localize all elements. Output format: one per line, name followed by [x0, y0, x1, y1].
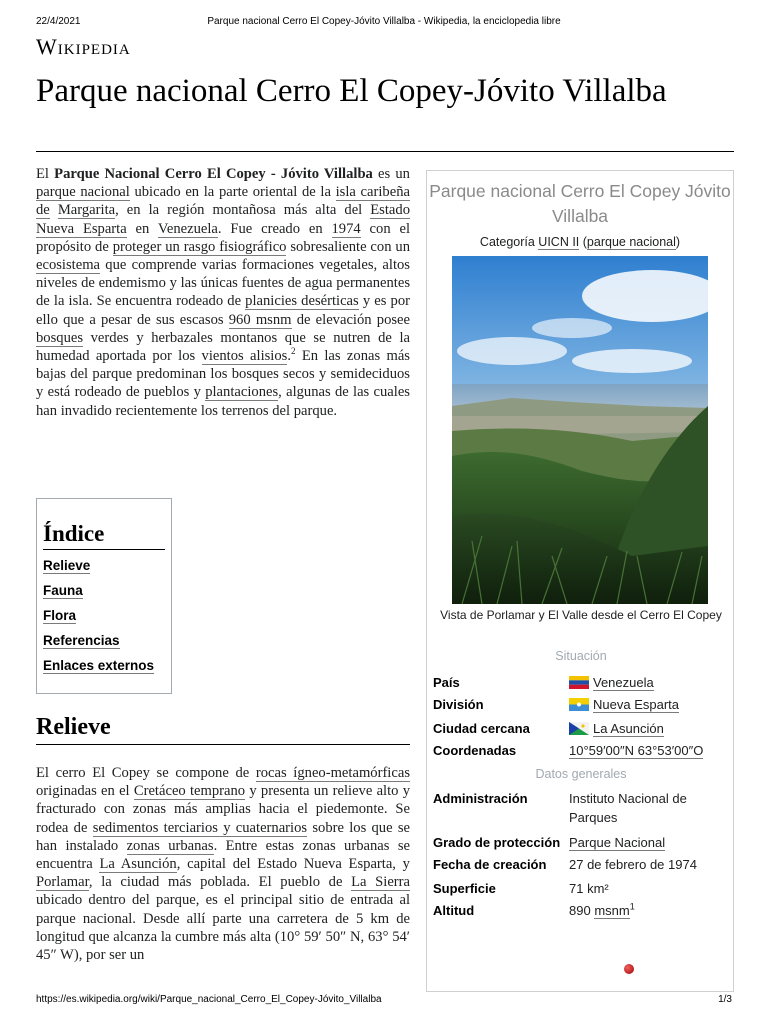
link-ecosistema[interactable]: ecosistema: [36, 257, 101, 274]
link-venezuela-infobox[interactable]: Venezuela: [593, 675, 654, 690]
print-footer: [36, 994, 732, 1008]
link-parque-nacional[interactable]: parque nacional: [36, 184, 130, 201]
infobox-title: Parque nacional Cerro El Copey Jóvito Villalba: [429, 181, 731, 226]
datos-generales-subheader: Datos generales: [535, 767, 627, 781]
infobox-category: Categoría UICN II (parque nacional): [479, 235, 681, 249]
venezuela-flag-icon: [569, 676, 589, 689]
link-uicn-ii[interactable]: UICN II: [538, 235, 580, 249]
toc-item-flora[interactable]: Flora: [43, 608, 77, 623]
link-msnm-infobox[interactable]: msnm: [594, 903, 630, 918]
print-page-number: 1/3: [718, 994, 732, 1005]
link-categoria-parque-nacional[interactable]: parque nacional: [586, 235, 676, 249]
situacion-subheader: Situación: [555, 649, 607, 663]
print-header: [36, 16, 732, 30]
toc-item-enlaces-externos[interactable]: Enlaces externos: [43, 658, 155, 673]
location-map-marker-icon: [624, 964, 634, 974]
print-date: 22/4/2021: [36, 16, 81, 27]
nueva-esparta-flag-icon: [569, 698, 589, 711]
article-subject-bold: Parque Nacional Cerro El Copey - Jóvito Villalba: [54, 166, 373, 182]
link-estado-nueva-esparta[interactable]: Estado Nueva Esparta: [36, 202, 410, 237]
la-asuncion-flag-icon: [569, 722, 589, 735]
link-coordenadas[interactable]: 10°59′00″N 63°53′00″O: [569, 743, 704, 758]
park-photo[interactable]: [452, 256, 708, 604]
link-planicies-deserticas[interactable]: planicies desérticas: [245, 293, 359, 310]
reference-1[interactable]: 1: [629, 901, 635, 912]
link-margarita[interactable]: Margarita: [57, 202, 116, 219]
link-isla-caribena[interactable]: isla caribeña de: [36, 184, 410, 219]
link-nueva-esparta[interactable]: Nueva Esparta: [593, 697, 679, 712]
toc-item-relieve[interactable]: Relieve: [43, 558, 91, 573]
link-zonas-urbanas[interactable]: zonas urbanas: [126, 837, 214, 854]
relieve-paragraph: El cerro El Copey se compone de rocas ígneo-metamórficas originadas en el Cretáceo temprano y presenta un relieve alto y fracturado con zonas más amplias hacia el piedemonte. Se rodea de sedimentos terciarios y cuaternarios sobre los que se han instalado zonas urbanas. Entre estas zonas urbanas se encuentra La Asunción, capital del Estado Nueva Esparta, y Porlamar, la ciudad más poblada. El pueblo de La Sierra ubicado dentro del parque, es el principal sitio de entrada al parque nacional. Desde allí parte una carretera de 5 km de longitud que alcanza la cumbre más alta (10° 59′ 50″ N, 63° 54′ 45″ W), por ser un: [36, 765, 411, 964]
table-of-contents: [36, 498, 172, 694]
section-heading-relieve: Relieve: [36, 714, 410, 745]
toc-item-referencias[interactable]: Referencias: [43, 633, 120, 648]
toc-item-fauna[interactable]: Fauna: [43, 583, 83, 598]
link-venezuela[interactable]: Venezuela: [157, 220, 218, 237]
link-plantaciones[interactable]: plantaciones: [205, 384, 279, 401]
print-url: https://es.wikipedia.org/wiki/Parque_nacional_Cerro_El_Copey-Jóvito_Villalba: [36, 994, 382, 1005]
link-parque-nacional-grado[interactable]: Parque Nacional: [569, 835, 666, 850]
print-page-title: Parque nacional Cerro El Copey-Jóvito Villalba - Wikipedia, la enciclopedia libre: [207, 16, 561, 27]
link-la-asuncion-infobox[interactable]: La Asunción: [593, 721, 664, 736]
link-bosques[interactable]: bosques: [36, 329, 84, 346]
link-sedimentos[interactable]: sedimentos terciarios y cuaternarios: [92, 819, 308, 836]
toc-heading: Índice: [43, 521, 165, 550]
link-la-sierra[interactable]: La Sierra: [351, 874, 410, 891]
reference-2[interactable]: 2: [291, 346, 296, 357]
link-la-asuncion[interactable]: La Asunción: [99, 856, 177, 873]
lead-paragraph: El Parque Nacional Cerro El Copey - Jóvito Villalba es un parque nacional ubicado en la parte oriental de la isla caribeña de Margarita, en la región montañosa más alta del Estado Nueva Esparta en Venezuela. Fue creado en 1974 con el propósito de proteger un rasgo fisiográfico sobresaliente con un ecosistema que comprende varias formaciones vegetales, altos niveles de endemismo y las únicas fuentes de agua permanentes de la isla. Se encuentra rodeado de planicies desérticas y es por ello que a pesar de sus escasos 960 msnm de elevación posee bosques verdes y herbazales montanos que se nutren de la humedad aportada por los vientos alisios.$^2$ En las zonas más bajas del parque predominan los bosques secos y semideciduos y está rodeado de pueblos y plantaciones, algunas de las cuales han invadido recientemente los terrenos del parque.: [36, 166, 410, 419]
link-cretaceo-temprano[interactable]: Cretáceo temprano: [133, 783, 246, 800]
wikipedia-logo[interactable]: Wikipedia: [36, 34, 131, 59]
link-rasgo-fisiografico[interactable]: proteger un rasgo fisiográfico: [112, 238, 287, 255]
infobox: Parque nacional Cerro El Copey Jóvito Villalba Categoría UICN II (parque nacional) Vista de Porlamar y El Valle desde el Cerro El Copey Situación País Venezuela División Nueva Esparta Ciudad cercana La Asunción Coordenadas 10°59′00″N 63°53′00″O Datos generales Administración Instituto Nacional de Parques Grado de protección Parque Nacional Fecha de creación 27 de febrero de 1974 Superficie 71 km² Altitud 890 msnm$^1$: [426, 170, 734, 992]
link-rocas-igneo-metamorficas[interactable]: rocas ígneo-metamórficas: [255, 765, 410, 781]
link-vientos-alisios[interactable]: vientos alisios: [201, 348, 288, 365]
link-msnm[interactable]: 960 msnm: [228, 311, 292, 328]
page-title: Parque nacional Cerro El Copey-Jóvito Villalba: [36, 73, 667, 109]
link-1974[interactable]: 1974: [331, 220, 361, 237]
photo-caption: Vista de Porlamar y El Valle desde el Cerro El Copey: [440, 608, 722, 622]
title-divider: [36, 151, 734, 152]
link-porlamar[interactable]: Porlamar: [36, 874, 89, 891]
